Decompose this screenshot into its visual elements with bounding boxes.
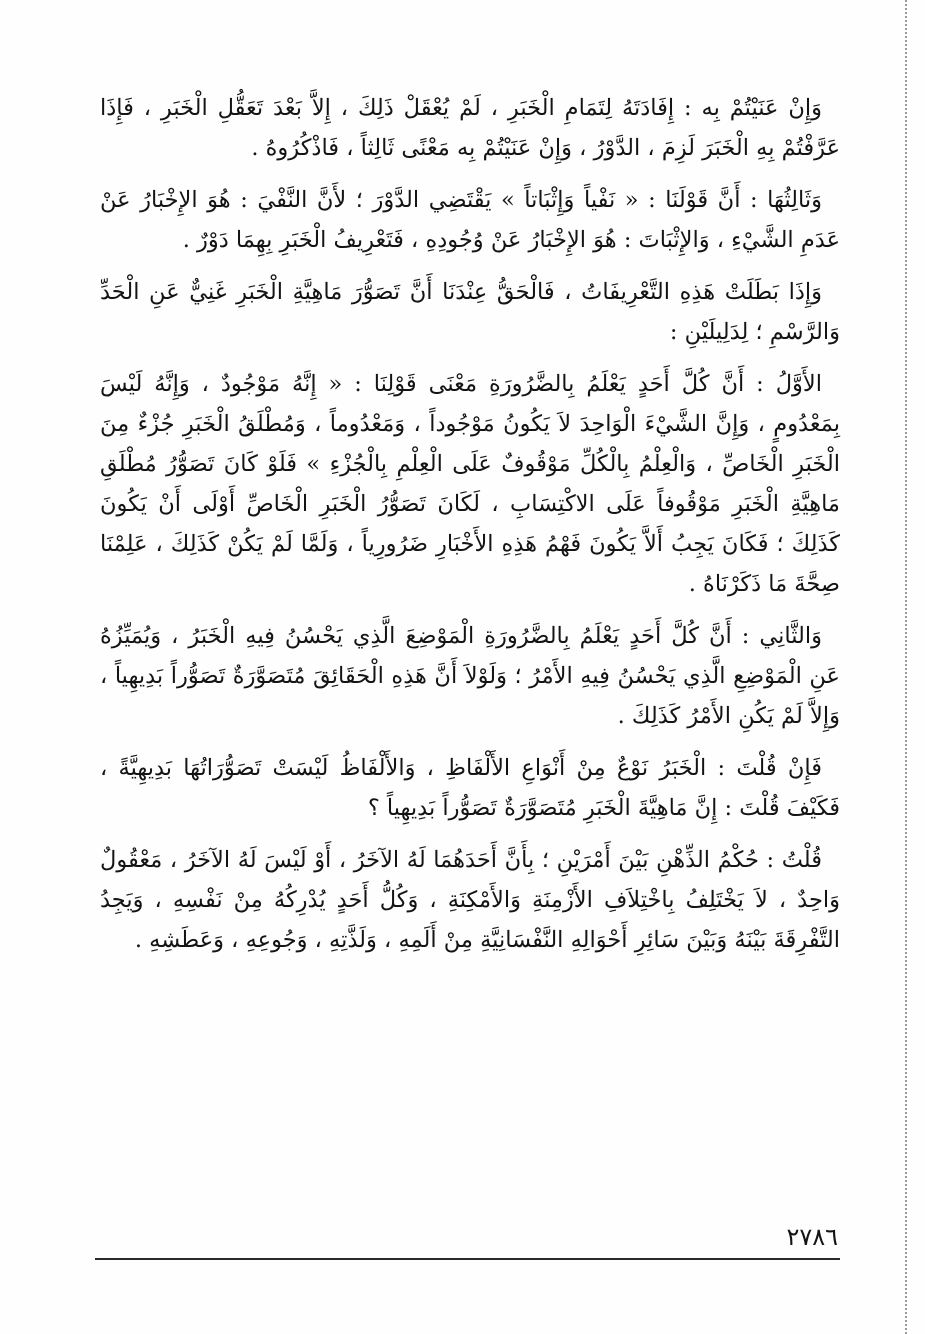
paragraph-3: وَإِذَا بَطَلَتْ هَذِهِ التَّعْرِيفَاتُ ، فَالْحَقُّ عِنْدَنَا أَنَّ تَصَوُّرَ مَاهِيَّةِ الْخَبَرِ غَنِيٌّ عَنِ الْحَدِّ وَالرَّسْمِ ؛ لِدَلِيلَيْنِ : [100,279,840,345]
page-body-text [100,88,840,972]
paragraph-7: قُلْتُ : حُكْمُ الذِّهْنِ بَيْنَ أَمْرَيْنِ ؛ بِأَنَّ أَحَدَهُمَا لَهُ الآخَرُ ، أَوْ لَيْسَ لَهُ الآخَرُ ، مَعْقُولٌ وَاحِدٌ ، لاَ يَخْتَلِفُ بِاخْتِلاَفِ الأَزْمِنَةِ وَالأَمْكِنَةِ ، وَكُلُّ أَحَدٍ يُدْرِكُهُ مِنْ نَفْسِهِ ، وَيَجِدُ التَّفْرِقَةَ بَيْنَهُ وَبَيْنَ سَائِرِ أَحْوَالِهِ النَّفْسَانِيَّةِ مِنْ أَلَمِهِ ، وَلَذَّتِهِ ، وَجُوعِهِ ، وَعَطَشِهِ . [100,847,840,953]
paragraph-6: فَإِنْ قُلْتَ : الْخَبَرُ نَوْعٌ مِنْ أَنْوَاعِ الأَلْفَاظِ ، وَالأَلْفَاظُ لَيْسَتْ تَصَوُّرَاتُهَا بَدِيهِيَّةً ، فَكَيْفَ قُلْتَ : إِنَّ مَاهِيَّةَ الْخَبَرِ مُتَصَوَّرَةٌ تَصَوُّراً بَدِيهِياً ؟ [100,755,840,821]
paragraph-1: وَإِنْ عَنَيْتُمْ بِه : إِفَادَتَهُ لِتَمَامِ الْخَبَرِ ، لَمْ يُعْقَلْ ذَلِكَ ، إِلاَّ بَعْدَ تَعَقُّلِ الْخَبَرِ ، فَإِذَا عَرَّفْتُمْ بِهِ الْخَبَرَ لَزِمَ ، الدَّوْرُ ، وَإِنْ عَنَيْتُمْ بِه مَعْنًى ثَالِثاً ، فَاذْكُرُوهُ . [100,95,840,161]
scan-edge-dotted-line [905,0,907,1334]
paragraph-2: وَثَالِثُهَا : أَنَّ قَوْلَنَا : « نَفْياً وَإِثْبَاتاً » يَقْتَضِي الدَّوْرَ ؛ لأَنَّ النَّفْيَ : هُوَ الإِخْبَارُ عَنْ عَدَمِ الشَّيْءِ ، وَالإِثْبَاتَ : هُوَ الإِخْبَارُ عَنْ وُجُودِهِ ، فَتَعْرِيفُ الْخَبَرِ بِهِمَا دَوْرٌ . [100,187,840,253]
paragraph-5: وَالثَّانِي : أَنَّ كُلَّ أَحَدٍ يَعْلَمُ بِالضَّرُورَةِ الْمَوْضِعَ الَّذِي يَحْسُنُ فِيهِ الْخَبَرُ ، وَيُمَيِّزُهُ عَنِ الْمَوْضِعِ الَّذِي يَحْسُنُ فِيهِ الأَمْرُ ؛ وَلَوْلاَ أَنَّ هَذِهِ الْحَقَائِقَ مُتَصَوَّرَةٌ تَصَوُّراً بَدِيهِياً ، وَإِلاَّ لَمْ يَكُنِ الأَمْرُ كَذَلِكَ . [100,623,840,729]
footer-rule [95,1258,840,1260]
page-number: ٢٧٨٦ [786,1223,838,1251]
paragraph-4: الأَوَّلُ : أَنَّ كُلَّ أَحَدٍ يَعْلَمُ بِالضَّرُورَةِ مَعْنَى قَوْلِنَا : « إِنَّهُ مَوْجُودٌ ، وَإِنَّهُ لَيْسَ بِمَعْدُومٍ ، وَإِنَّ الشَّيْءَ الْوَاحِدَ لاَ يَكُونُ مَوْجُوداً ، وَمَعْدُوماً ، وَمُطْلَقُ الْخَبَرِ جُزْءٌ مِنَ الْخَبَرِ الْخَاصِّ ، وَالْعِلْمُ بِالْكُلِّ مَوْقُوفٌ عَلَى الْعِلْمِ بِالْجُزْءِ » فَلَوْ كَانَ تَصَوُّرُ مُطْلَقِ مَاهِيَّةِ الْخَبَرِ مَوْقُوفاً عَلَى الاكْتِسَابِ ، لَكَانَ تَصَوُّرُ الْخَبَرِ الْخَاصِّ أَوْلَى أَنْ يَكُونَ كَذَلِكَ ؛ فَكَانَ يَجِبُ أَلاَّ يَكُونَ فَهْمُ هَذِهِ الأَخْبَارِ ضَرُورِياً ، وَلَمَّا لَمْ يَكُنْ كَذَلِكَ ، عَلِمْنَا صِحَّةَ مَا ذَكَرْنَاهُ . [100,371,840,597]
